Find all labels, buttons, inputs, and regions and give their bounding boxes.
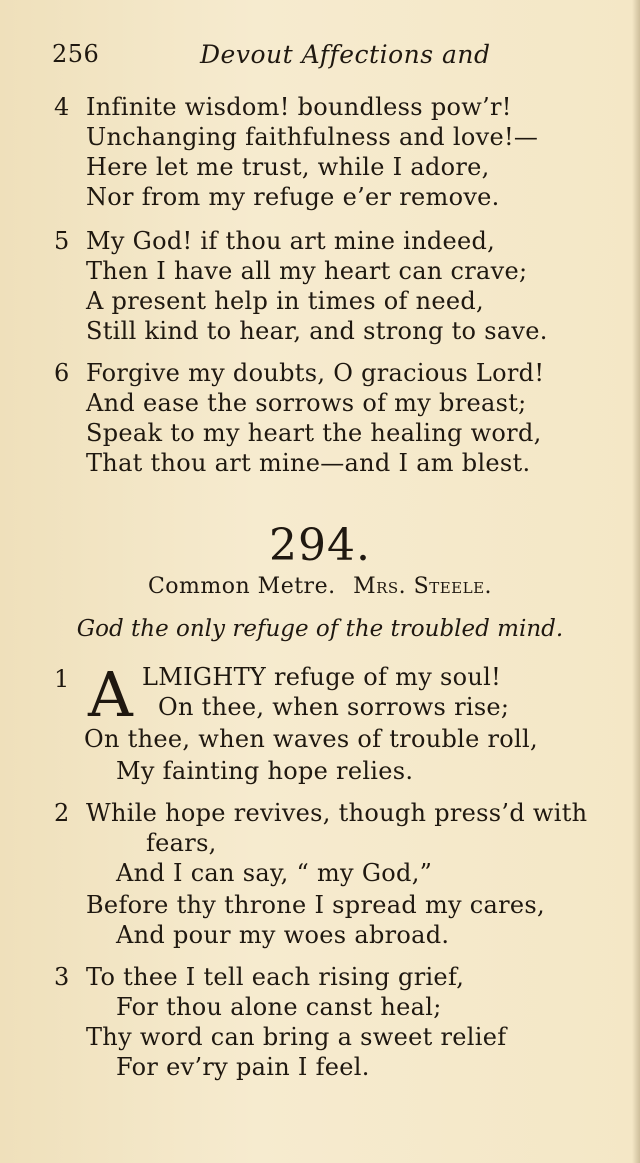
hymn-number: 294.: [269, 520, 371, 571]
hymn-meter: Common Metre.: [147, 574, 336, 599]
verse-line: Unchanging faithfulness and love!—: [86, 123, 539, 151]
page-number: 256: [52, 40, 100, 68]
verse-line: Thy word can bring a sweet relief: [86, 1023, 507, 1051]
verse-line: To thee I tell each rising grief,: [86, 963, 465, 991]
verse-line: For thou alone canst heal;: [116, 993, 442, 1021]
stanza-number: 4: [54, 93, 70, 121]
hymn-author: Mrs. Steele.: [353, 574, 493, 599]
hymn-title: God the only refuge of the troubled mind.: [76, 616, 564, 642]
verse-line: fears,: [146, 829, 217, 857]
page-header: [52, 40, 600, 76]
verse-line: LMIGHTY refuge of my soul!: [142, 663, 502, 691]
verse-line: My God! if thou art mine indeed,: [86, 227, 496, 255]
drop-cap: A: [88, 658, 133, 731]
verse-line: And I can say, “ my God,”: [116, 859, 433, 887]
verse-line: Nor from my refuge e’er remove.: [86, 183, 500, 211]
verse-line: On thee, when sorrows rise;: [158, 693, 510, 721]
verse-line: On thee, when waves of trouble roll,: [84, 725, 538, 753]
verse-line: And ease the sorrows of my breast;: [86, 389, 527, 417]
verse-line: Here let me trust, while I adore,: [86, 153, 490, 181]
verse-line: While hope revives, though press’d with: [86, 799, 588, 827]
verse-line: Before thy throne I spread my cares,: [86, 891, 545, 919]
verse-line: Speak to my heart the healing word,: [86, 419, 542, 447]
verse-line: My fainting hope relies.: [116, 757, 414, 785]
verse-line: That thou art mine—and I am blest.: [86, 449, 531, 477]
verse-line: Infinite wisdom! boundless pow’r!: [86, 93, 512, 121]
verse-line: Forgive my doubts, O gracious Lord!: [86, 359, 545, 387]
hymn-meta: [0, 574, 640, 599]
verse-line: And pour my woes abroad.: [116, 921, 450, 949]
verse-line: Still kind to hear, and strong to save.: [86, 317, 548, 345]
running-head: Devout Affections and: [200, 40, 491, 69]
verse-line: Then I have all my heart can crave;: [86, 257, 528, 285]
stanza-number: 1: [54, 665, 70, 693]
stanza-number: 6: [54, 359, 70, 387]
stanza-number: 3: [54, 963, 70, 991]
stanza-number: 2: [54, 799, 70, 827]
stanza-number: 5: [54, 227, 70, 255]
verse-line: A present help in times of need,: [86, 287, 484, 315]
verse-line: For ev’ry pain I feel.: [116, 1053, 370, 1081]
